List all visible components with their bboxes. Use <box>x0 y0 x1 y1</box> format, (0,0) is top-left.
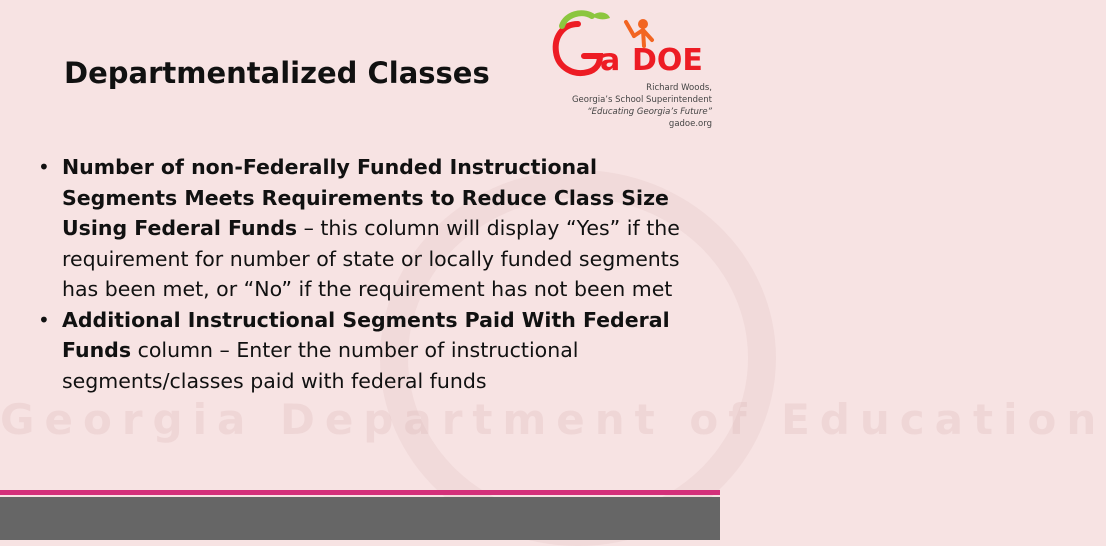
logo-credit <box>512 82 712 130</box>
credit-role: Georgia’s School Superintendent <box>571 95 712 105</box>
bullet-item <box>38 152 698 305</box>
credit-motto: “Educating Georgia’s Future” <box>587 107 712 117</box>
svg-text:DOE: DOE <box>632 43 703 78</box>
bullet-bold: Number of non-Federally Funded Instructional Segments Meets Requirements to Reduce Class Size Using Federal Funds <box>62 155 669 240</box>
footer-bar <box>0 497 720 540</box>
bullet-list <box>38 152 698 396</box>
bullet-dot-icon: • <box>38 307 50 332</box>
slide-title: Departmentalized Classes <box>64 56 490 90</box>
bullet-bold: Additional Instructional Segments Paid With Federal Funds <box>62 307 670 362</box>
bullet-dot-icon: • <box>38 155 50 179</box>
bullet-item <box>38 305 698 397</box>
accent-bar <box>0 490 720 495</box>
svg-text:a: a <box>600 43 621 78</box>
gadoe-logo <box>548 6 716 82</box>
credit-name: Richard Woods, <box>646 83 712 93</box>
bullet-text: column – Enter the number of instructional segments/classes paid with federal funds <box>62 338 579 393</box>
watermark-text: Georgia Department of Education <box>0 395 1106 444</box>
bullet-text: – this column will display “Yes” if the requirement for number of state or locally funded segments has been met, or “No” if the requirement has not been met <box>62 216 680 301</box>
credit-site: gadoe.org <box>668 119 712 129</box>
